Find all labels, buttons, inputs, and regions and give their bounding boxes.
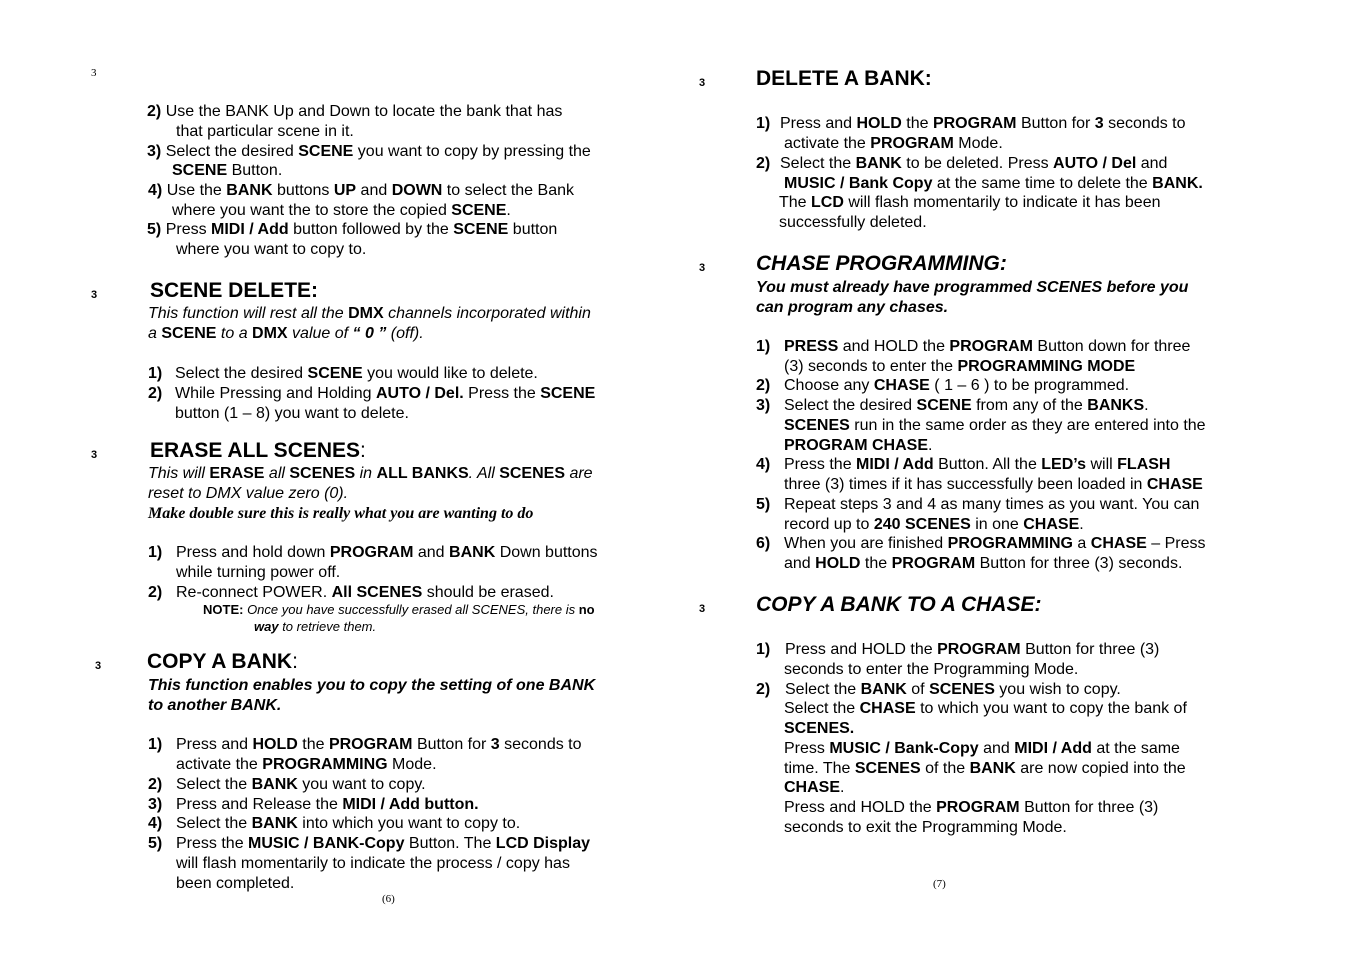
keyword: BANK	[969, 760, 1016, 777]
keyword: DMX	[252, 325, 288, 342]
item-number: 1)	[756, 641, 771, 658]
keyword: MUSIC / Bank-Copy	[829, 740, 979, 757]
item-text: When you are finished	[784, 535, 948, 552]
item-text: .	[1144, 397, 1149, 414]
section-title-scene-delete: SCENE DELETE:	[150, 279, 319, 302]
item-text: Mode.	[953, 135, 1003, 152]
keyword: BANK.	[1152, 175, 1203, 192]
list-item	[756, 154, 770, 174]
keyword: LED’s	[1041, 456, 1087, 473]
item-number: 5)	[148, 835, 163, 852]
section-description	[148, 324, 424, 344]
keyword: AUTO / Del	[1053, 155, 1137, 172]
item-text	[784, 759, 1186, 779]
item-text: Press the	[784, 456, 857, 473]
item-text: you want to copy.	[297, 776, 426, 793]
keyword: SCENE	[298, 143, 354, 160]
keyword: ALL BANKS	[376, 465, 469, 482]
keyword: “ 0 ”	[352, 325, 387, 342]
section-title-erase-all	[150, 439, 366, 463]
desc-text: are	[565, 465, 593, 482]
keyword: SCENES	[929, 681, 995, 698]
item-text: you wish to copy.	[994, 681, 1121, 698]
item-text: Button. The	[404, 835, 496, 852]
item-text: Press	[165, 221, 212, 238]
item-text: Select the	[784, 700, 860, 717]
item-text: Choose any	[784, 377, 874, 394]
keyword: CHASE	[1146, 476, 1203, 493]
keyword: DOWN	[391, 182, 443, 199]
item-text	[176, 775, 426, 795]
item-text: where you want the to store the copied	[172, 202, 452, 219]
section-description: to another BANK.	[148, 697, 282, 714]
item-text: while turning power off.	[176, 564, 341, 581]
item-text: Press and HOLD the	[785, 641, 938, 658]
section-description: This function enables you to copy the setting of one BANK	[148, 677, 596, 694]
item-text	[784, 475, 1203, 495]
item-text	[176, 795, 479, 815]
list-item	[148, 181, 574, 201]
item-text	[784, 134, 1003, 154]
keyword: SCENE	[451, 202, 507, 219]
keyword: PROGRAM	[936, 799, 1020, 816]
keyword: CHASE	[1023, 516, 1080, 533]
keyword: FLASH	[1117, 456, 1171, 473]
item-text	[784, 699, 1187, 719]
section-title-chase-programming: CHASE PROGRAMMING:	[756, 252, 1007, 275]
item-text: Button for three (3)	[1020, 641, 1160, 658]
section-marker: 3	[91, 289, 98, 301]
keyword: MIDI / Add	[1014, 740, 1092, 757]
item-text	[172, 201, 511, 221]
item-text: Button for	[412, 736, 491, 753]
keyword: PROGRAMMING	[262, 756, 388, 773]
item-text: Repeat steps 3 and 4 as many times as you want. You can	[784, 496, 1200, 513]
item-text: will	[1086, 456, 1118, 473]
item-text: are now copied into the	[1015, 760, 1186, 777]
desc-text: all	[264, 465, 290, 482]
list-item	[148, 543, 162, 563]
keyword: LCD	[811, 194, 844, 211]
item-text: Select the	[785, 681, 861, 698]
keyword: CHASE	[784, 779, 841, 796]
keyword: HOLD	[856, 115, 902, 132]
page-marker: 3	[91, 67, 97, 79]
item-text: While Pressing and Holding	[175, 385, 376, 402]
item-text: button followed by the	[288, 221, 454, 238]
item-number: 5)	[756, 496, 771, 513]
item-text	[784, 515, 1084, 535]
item-text: and	[784, 555, 816, 572]
keyword: no	[578, 602, 595, 617]
item-text	[779, 193, 1161, 213]
item-text: will flash momentarily to indicate it has been	[843, 194, 1161, 211]
note-text: to retrieve them.	[278, 619, 377, 634]
item-text: into which you want to copy to.	[297, 815, 521, 832]
keyword: SCENE	[172, 162, 228, 179]
keyword: PROGRAM CHASE	[784, 437, 929, 454]
item-text: time. The	[784, 760, 855, 777]
item-text: – Press	[1146, 535, 1206, 552]
item-text: Press	[784, 740, 830, 757]
keyword: way	[254, 619, 279, 634]
item-text	[780, 154, 1167, 174]
list-item	[147, 102, 562, 122]
keyword: MIDI / Add	[211, 221, 289, 238]
section-description	[148, 304, 591, 324]
item-text	[175, 364, 538, 384]
list-item	[756, 114, 770, 134]
list-item	[148, 735, 162, 755]
keyword: SCENES	[854, 760, 921, 777]
item-text	[784, 554, 1182, 574]
section-marker: 3	[91, 449, 98, 461]
item-number: 4)	[148, 815, 163, 832]
list-item	[148, 583, 162, 603]
item-text: Select the	[176, 776, 252, 793]
item-number: 4)	[148, 182, 163, 199]
item-number: 2)	[148, 385, 163, 402]
list-item	[148, 834, 162, 854]
keyword: CHASE	[1090, 535, 1147, 552]
item-text	[175, 384, 595, 404]
item-text: seconds to	[499, 736, 582, 753]
item-text: that particular scene in it.	[176, 123, 354, 140]
item-text: Select the	[780, 155, 856, 172]
item-text: Select the desired	[165, 143, 299, 160]
keyword: PROGRAM	[870, 135, 954, 152]
item-text: Press and hold down	[176, 544, 330, 561]
keyword: PROGRAM	[328, 736, 413, 753]
item-text: and	[413, 544, 450, 561]
item-text	[176, 583, 554, 603]
item-text: Press the	[463, 385, 541, 402]
item-text: should be erased.	[422, 584, 554, 601]
desc-text: in	[355, 465, 377, 482]
keyword: SCENE	[161, 325, 217, 342]
item-text: Press and	[780, 115, 857, 132]
list-item	[148, 795, 162, 815]
warning-text: Make double sure this is really what you are wanting to do	[148, 505, 534, 522]
keyword: ERASE	[209, 465, 265, 482]
section-marker: 3	[95, 660, 102, 672]
item-text: been completed.	[176, 875, 295, 892]
keyword: 3	[1094, 115, 1104, 132]
keyword: MUSIC / BANK-Copy	[248, 835, 405, 852]
item-text: at the same time to delete the	[932, 175, 1153, 192]
item-text: seconds to exit the Programming Mode.	[784, 819, 1067, 836]
item-number: 1)	[756, 338, 771, 355]
item-number: 3)	[756, 397, 771, 414]
keyword: BANK	[226, 182, 273, 199]
keyword: BANK	[251, 776, 298, 793]
list-item	[756, 337, 770, 357]
list-item	[756, 455, 770, 475]
item-number: 2)	[756, 681, 771, 698]
title-text: COPY A BANK	[147, 650, 293, 673]
item-text: of the	[920, 760, 970, 777]
keyword: SCENE	[916, 397, 972, 414]
item-text	[784, 357, 1135, 377]
item-text: Press the	[176, 835, 249, 852]
list-item	[148, 384, 162, 404]
item-text: record up to	[784, 516, 874, 533]
item-text	[784, 416, 1206, 436]
item-text: Mode.	[387, 756, 437, 773]
item-text: .	[840, 779, 845, 796]
item-number: 2)	[756, 155, 771, 172]
list-item	[756, 640, 770, 660]
item-text: where you want to copy to.	[176, 241, 367, 258]
item-text	[176, 814, 520, 834]
item-text	[784, 739, 1180, 759]
desc-text: . All	[468, 465, 500, 482]
item-text: .	[928, 437, 933, 454]
list-item	[148, 775, 162, 795]
keyword: SCENES.	[784, 720, 855, 737]
keyword: SCENES	[499, 465, 565, 482]
item-text: successfully deleted.	[779, 214, 927, 231]
item-text: The	[779, 194, 812, 211]
item-text	[784, 436, 932, 456]
keyword: CHASE	[873, 377, 930, 394]
keyword: HOLD	[252, 736, 298, 753]
item-text: .	[1079, 516, 1084, 533]
item-text: ( 1 – 6 ) to be programmed.	[929, 377, 1130, 394]
item-text: Button for	[1016, 115, 1095, 132]
item-text: will flash momentarily to indicate the process / copy has	[176, 855, 570, 872]
title-colon: :	[292, 650, 298, 673]
section-marker: 3	[699, 262, 706, 274]
item-text: Select the desired	[784, 397, 917, 414]
desc-text: This will	[148, 465, 210, 482]
section-title-copy-bank	[147, 650, 298, 674]
note-text	[254, 618, 376, 635]
section-description: You must already have programmed SCENES before you	[756, 279, 1189, 296]
item-text	[784, 455, 1170, 475]
item-text	[784, 337, 1190, 357]
keyword: 3	[490, 736, 500, 753]
section-description: reset to DMX value zero (0).	[148, 485, 349, 502]
item-text: Button down for three	[1032, 338, 1191, 355]
keyword: SCENE	[453, 221, 509, 238]
item-number: 2)	[147, 103, 162, 120]
list-item	[756, 396, 770, 416]
item-number: 2)	[148, 776, 163, 793]
item-number: 1)	[148, 544, 163, 561]
desc-text: This function will rest all the	[148, 305, 349, 322]
keyword: MUSIC / Bank Copy	[784, 175, 933, 192]
keyword: PROGRAMMING MODE	[957, 358, 1136, 375]
item-number: 2)	[756, 377, 771, 394]
item-text: activate the	[784, 135, 871, 152]
item-text	[176, 543, 598, 563]
keyword: SCENE	[540, 385, 596, 402]
section-marker: 3	[699, 603, 706, 615]
keyword: PROGRAM	[932, 115, 1017, 132]
keyword: PROGRAMMING	[947, 535, 1073, 552]
keyword: SCENE	[307, 365, 363, 382]
item-text	[784, 174, 1203, 194]
keyword: BANK	[449, 544, 496, 561]
keyword: SCENES	[289, 465, 356, 482]
item-number: 6)	[756, 535, 771, 552]
item-text	[785, 640, 1159, 660]
title-colon: :	[360, 439, 366, 462]
item-text: and HOLD the	[838, 338, 950, 355]
item-number: 1)	[756, 115, 771, 132]
item-text: the	[901, 115, 933, 132]
item-text	[172, 161, 282, 181]
item-text: of	[906, 681, 930, 698]
page-number: (6)	[382, 893, 395, 905]
keyword: 240 SCENES	[873, 516, 971, 533]
item-text: a	[1072, 535, 1091, 552]
item-text: Button for three (3)	[1019, 799, 1159, 816]
desc-text: channels incorporated within	[383, 305, 591, 322]
list-item	[147, 220, 557, 240]
item-number: 3)	[147, 143, 162, 160]
item-text	[784, 778, 844, 798]
keyword: All SCENES	[331, 584, 423, 601]
item-text: Button for three (3) seconds.	[975, 555, 1183, 572]
keyword: PRESS	[784, 338, 839, 355]
note-text: Once you have successfully erased all SCENES, there is	[243, 602, 579, 617]
item-text	[784, 396, 1149, 416]
item-text: to be deleted. Press	[901, 155, 1054, 172]
item-text: Select the desired	[175, 365, 308, 382]
item-text	[784, 719, 854, 739]
item-text: you would like to delete.	[362, 365, 538, 382]
item-text: seconds to enter the Programming Mode.	[784, 661, 1079, 678]
item-text	[176, 755, 437, 775]
item-text	[784, 376, 1129, 396]
keyword: BANK	[860, 681, 907, 698]
keyword: BANK	[251, 815, 298, 832]
item-text: Re-connect POWER.	[176, 584, 332, 601]
desc-text: (off).	[386, 325, 424, 342]
item-text: Use the BANK Up and Down to locate the bank that has	[165, 103, 563, 120]
item-text	[785, 680, 1121, 700]
item-number: 1)	[148, 736, 163, 753]
list-item	[756, 680, 770, 700]
item-text: Button. All the	[933, 456, 1042, 473]
keyword: CHASE	[859, 700, 916, 717]
list-item	[147, 142, 591, 162]
keyword: BANKS	[1087, 397, 1145, 414]
item-text: button	[508, 221, 558, 238]
item-text: Press and Release the	[176, 796, 343, 813]
item-text: in one	[970, 516, 1024, 533]
list-item	[756, 495, 770, 515]
keyword: PROGRAM	[329, 544, 414, 561]
item-text: run in the same order as they are entered into the	[849, 417, 1206, 434]
item-text: the	[297, 736, 329, 753]
item-text	[176, 735, 582, 755]
item-text: Select the	[176, 815, 252, 832]
item-text	[784, 798, 1158, 818]
item-text: to select the Bank	[442, 182, 574, 199]
section-description: can program any chases.	[756, 299, 949, 316]
keyword: MIDI / Add	[856, 456, 934, 473]
note-text	[203, 601, 595, 618]
keyword: DMX	[348, 305, 384, 322]
item-text: Button.	[227, 162, 283, 179]
item-number: 1)	[148, 365, 163, 382]
item-text: and	[356, 182, 392, 199]
list-item	[148, 814, 162, 834]
keyword: UP	[333, 182, 357, 199]
keyword: MIDI / Add button.	[342, 796, 479, 813]
section-title-copy-bank-to-chase: COPY A BANK TO A CHASE:	[756, 593, 1042, 616]
item-text	[176, 834, 590, 854]
section-description	[148, 464, 593, 484]
keyword: PROGRAM	[891, 555, 976, 572]
item-number: 5)	[147, 221, 162, 238]
desc-text: a	[148, 325, 162, 342]
keyword: AUTO / Del.	[376, 385, 464, 402]
item-text	[780, 114, 1186, 134]
keyword: PROGRAM	[949, 338, 1033, 355]
section-marker: 3	[699, 77, 706, 89]
item-text: button (1 – 8) you want to delete.	[175, 405, 409, 422]
item-text: you want to copy by pressing the	[353, 143, 591, 160]
item-number: 2)	[148, 584, 163, 601]
keyword: PROGRAM	[937, 641, 1021, 658]
item-text: the	[860, 555, 892, 572]
item-text: and	[1136, 155, 1168, 172]
item-text: buttons	[272, 182, 334, 199]
item-text: and	[978, 740, 1015, 757]
item-text: seconds to	[1103, 115, 1186, 132]
item-text: at the same	[1091, 740, 1180, 757]
list-item	[756, 534, 770, 554]
keyword: HOLD	[815, 555, 861, 572]
item-text: Down buttons	[495, 544, 598, 561]
item-text: three (3) times if it has successfully been loaded in	[784, 476, 1147, 493]
note-label: NOTE:	[203, 602, 244, 617]
keyword: LCD Display	[495, 835, 591, 852]
item-text: Press and HOLD the	[784, 799, 937, 816]
title-text: ERASE ALL SCENES	[150, 439, 361, 462]
item-text: activate the	[176, 756, 263, 773]
item-text: Use the	[166, 182, 227, 199]
item-number: 3)	[148, 796, 163, 813]
list-item	[756, 376, 770, 396]
item-text: to which you want to copy the bank of	[915, 700, 1187, 717]
item-number: 4)	[756, 456, 771, 473]
item-text: (3) seconds to enter the	[784, 358, 958, 375]
item-text: Press and	[176, 736, 253, 753]
desc-text: to a	[216, 325, 253, 342]
list-item	[148, 364, 162, 384]
page-number: (7)	[933, 878, 946, 890]
keyword: SCENES	[784, 417, 850, 434]
item-text: .	[506, 202, 511, 219]
item-text	[784, 534, 1205, 554]
item-text: from any of the	[971, 397, 1088, 414]
section-title-delete-bank: DELETE A BANK:	[756, 67, 932, 90]
desc-text: value of	[287, 325, 353, 342]
keyword: BANK	[855, 155, 902, 172]
